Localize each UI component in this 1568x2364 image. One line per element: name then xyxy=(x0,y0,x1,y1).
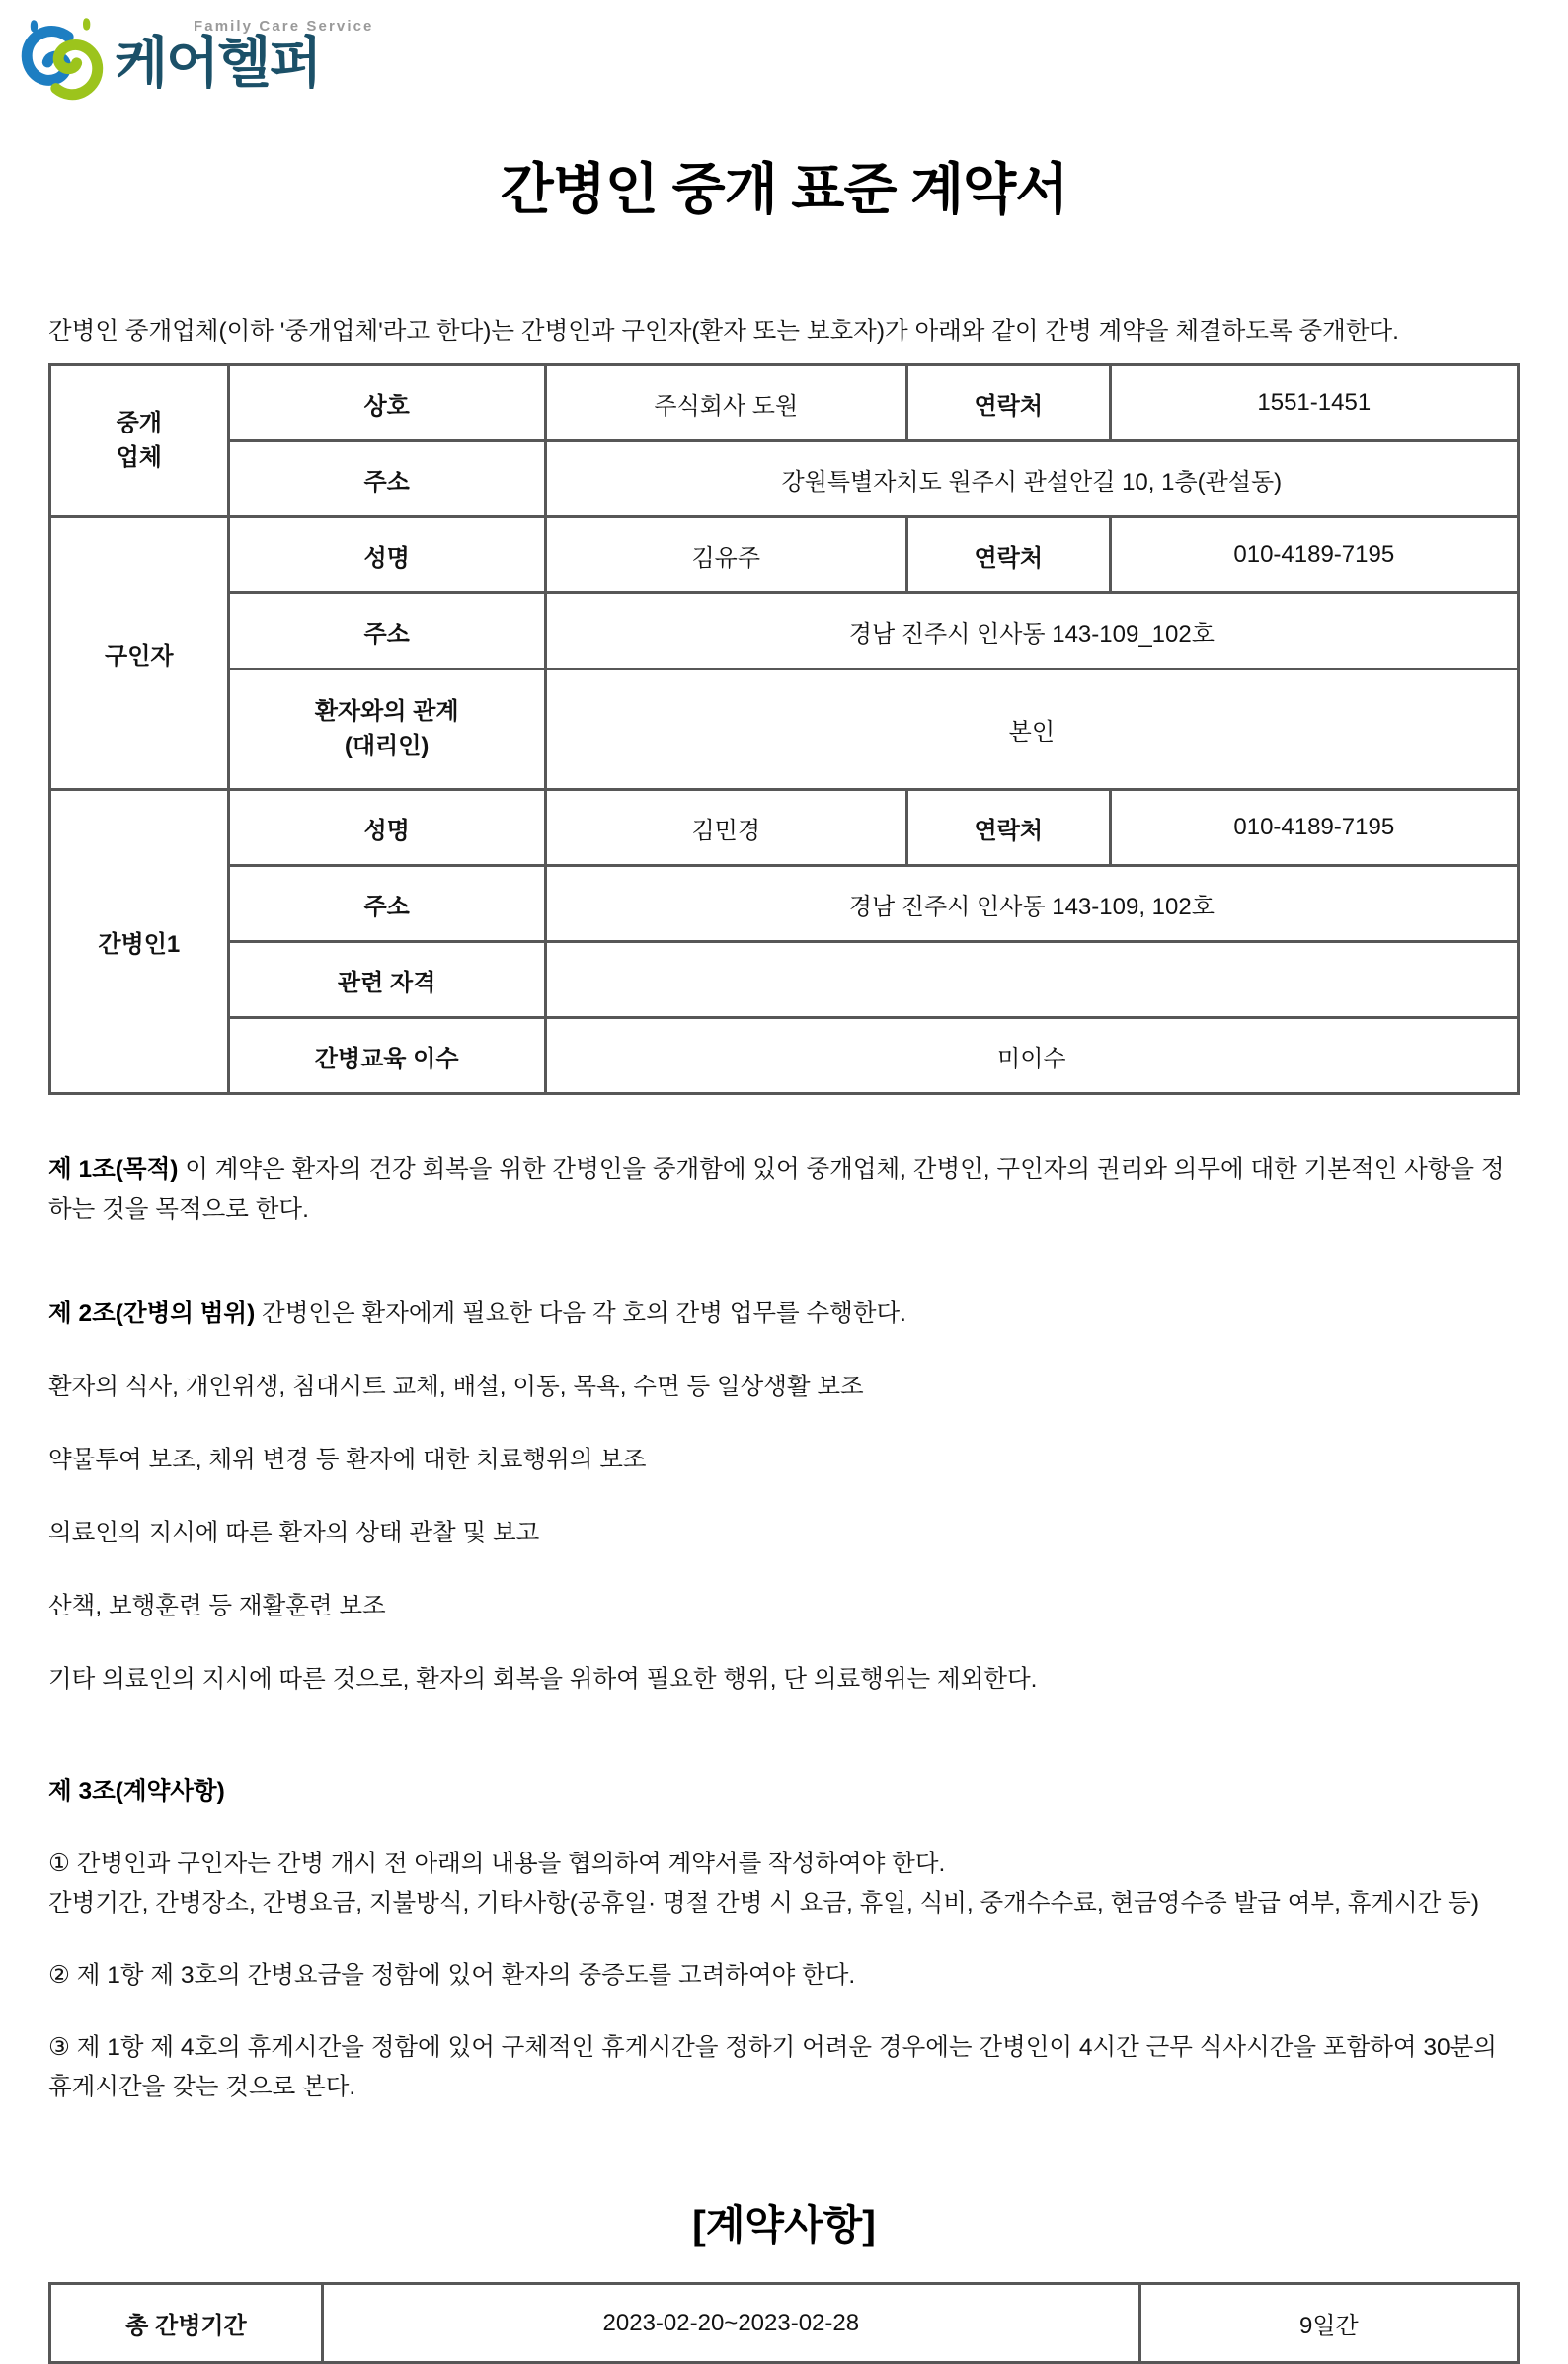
table-row-caregiver-qualification xyxy=(50,942,1519,1018)
article-3-clause-1 xyxy=(48,1845,1520,1924)
table-row-employer-address xyxy=(50,593,1519,670)
caregiver-group-label: 간병인1 xyxy=(50,790,229,1094)
employer-relation-label-line2: (대리인) xyxy=(344,732,430,759)
article-2-scope xyxy=(48,1295,1520,1334)
terms-section-title: [계약사항] xyxy=(692,2202,876,2247)
broker-name-value: 주식회사 도원 xyxy=(545,365,906,441)
table-row-broker-name xyxy=(50,365,1519,441)
care-period-label: 총 간병기간 xyxy=(50,2284,323,2363)
employer-relation-label-line1: 환자와의 관계 xyxy=(314,697,459,725)
employer-contact-label: 연락처 xyxy=(906,517,1110,593)
broker-group-label xyxy=(50,365,229,517)
employer-group-label: 구인자 xyxy=(50,517,229,790)
employer-relation-label xyxy=(228,670,545,790)
care-period-days: 9일간 xyxy=(1139,2284,1518,2363)
broker-contact-label: 연락처 xyxy=(906,365,1110,441)
caregiver-name-value: 김민경 xyxy=(545,790,906,866)
heart-link-logo-icon xyxy=(15,12,109,111)
article-3-heading: 제 3조(계약사항) xyxy=(48,1778,225,1805)
table-row-caregiver-address xyxy=(50,866,1519,942)
care-helper-logo xyxy=(15,0,1520,120)
scope-item-2: 약물투여 보조, 체위 변경 등 환자에 대한 치료행위의 보조 xyxy=(48,1447,647,1473)
caregiver-qualification-value xyxy=(545,942,1518,1018)
employer-name-value: 김유주 xyxy=(545,517,906,593)
broker-group-line1: 중개 xyxy=(116,409,162,436)
scope-item-3: 의료인의 지시에 따른 환자의 상태 관찰 및 보고 xyxy=(48,1520,540,1546)
employer-address-label: 주소 xyxy=(228,593,545,670)
caregiver-contact-label: 연락처 xyxy=(906,790,1110,866)
employer-name-label: 성명 xyxy=(228,517,545,593)
caregiver-contact-value: 010-4189-7195 xyxy=(1110,790,1518,866)
scope-item-1: 환자의 식사, 개인위생, 침대시트 교체, 배설, 이동, 목욕, 수면 등 일상생활 보조 xyxy=(48,1374,864,1400)
clause-1-detail: 간병기간, 간병장소, 간병요금, 지불방식, 기타사항(공휴일· 명절 간병 시 요금, 휴일, 식비, 중개수수료, 현금영수증 발급 여부, 휴게시간 등) xyxy=(48,1890,1479,1917)
employer-contact-value: 010-4189-7195 xyxy=(1110,517,1518,593)
table-row-caregiver-education xyxy=(50,1018,1519,1094)
table-row-broker-address xyxy=(50,441,1519,517)
intro-paragraph: 간병인 중개업체(이하 '중개업체'라고 한다)는 간병인과 구인자(환자 또는 보호자)가 아래와 같이 간병 계약을 체결하도록 중개한다. xyxy=(48,318,1399,345)
logo-wordmark: 케어헬퍼 xyxy=(115,32,321,94)
clause-1-text: ① 간병인과 구인자는 간병 개시 전 아래의 내용을 협의하여 계약서를 작성하여야 한다. xyxy=(48,1851,946,1877)
caregiver-education-label: 간병교육 이수 xyxy=(228,1018,545,1094)
article-1-body: 이 계약은 환자의 건강 회복을 위한 간병인을 중개함에 있어 중개업체, 간병인, 구인자의 권리와 의무에 대한 기본적인 사항을 정하는 것을 목적으로 한다. xyxy=(48,1156,1505,1222)
caregiver-address-label: 주소 xyxy=(228,866,545,942)
logo-text-block xyxy=(115,18,374,94)
article-3-heading-row xyxy=(48,1773,1520,1812)
article-3-clause-2: ② 제 1항 제 3호의 간병요금을 정함에 있어 환자의 중증도를 고려하여야 한다. xyxy=(48,1962,856,1989)
caregiver-address-value: 경남 진주시 인사동 143-109, 102호 xyxy=(545,866,1518,942)
caregiver-qualification-label: 관련 자격 xyxy=(228,942,545,1018)
caregiver-education-value: 미이수 xyxy=(545,1018,1518,1094)
table-row-care-period xyxy=(50,2284,1519,2363)
broker-contact-value: 1551-1451 xyxy=(1110,365,1518,441)
logo-tagline: Family Care Service xyxy=(194,18,374,35)
care-period-value: 2023-02-20~2023-02-28 xyxy=(322,2284,1139,2363)
broker-name-label: 상호 xyxy=(228,365,545,441)
scope-item-5: 기타 의료인의 지시에 따른 것으로, 환자의 회복을 위하여 필요한 행위, 단 의료행위는 제외한다. xyxy=(48,1666,1038,1693)
table-row-employer-name xyxy=(50,517,1519,593)
broker-group-line2: 업체 xyxy=(116,443,162,471)
table-row-employer-relation xyxy=(50,670,1519,790)
employer-relation-value: 본인 xyxy=(545,670,1518,790)
article-3-clause-3: ③ 제 1항 제 4호의 휴게시간을 정함에 있어 구체적인 휴게시간을 정하기 어려운 경우에는 간병인이 4시간 근무 식사시간을 포함하여 30분의 휴게시간을 갖는 것으로 본다. xyxy=(48,2034,1497,2100)
employer-address-value: 경남 진주시 인사동 143-109_102호 xyxy=(545,593,1518,670)
broker-address-value: 강원특별자치도 원주시 관설안길 10, 1층(관설동) xyxy=(545,441,1518,517)
scope-item-4: 산책, 보행훈련 등 재활훈련 보조 xyxy=(48,1593,386,1619)
article-2-heading: 제 2조(간병의 범위) xyxy=(48,1300,256,1327)
parties-table xyxy=(48,363,1520,1095)
terms-table xyxy=(48,2282,1520,2364)
broker-address-label: 주소 xyxy=(228,441,545,517)
article-1-heading: 제 1조(목적) xyxy=(48,1156,179,1183)
article-1-purpose xyxy=(48,1150,1520,1229)
caregiver-name-label: 성명 xyxy=(228,790,545,866)
table-row-caregiver-name xyxy=(50,790,1519,866)
page-title: 간병인 중개 표준 계약서 xyxy=(500,158,1068,220)
article-2-body: 간병인은 환자에게 필요한 다음 각 호의 간병 업무를 수행한다. xyxy=(262,1300,906,1327)
